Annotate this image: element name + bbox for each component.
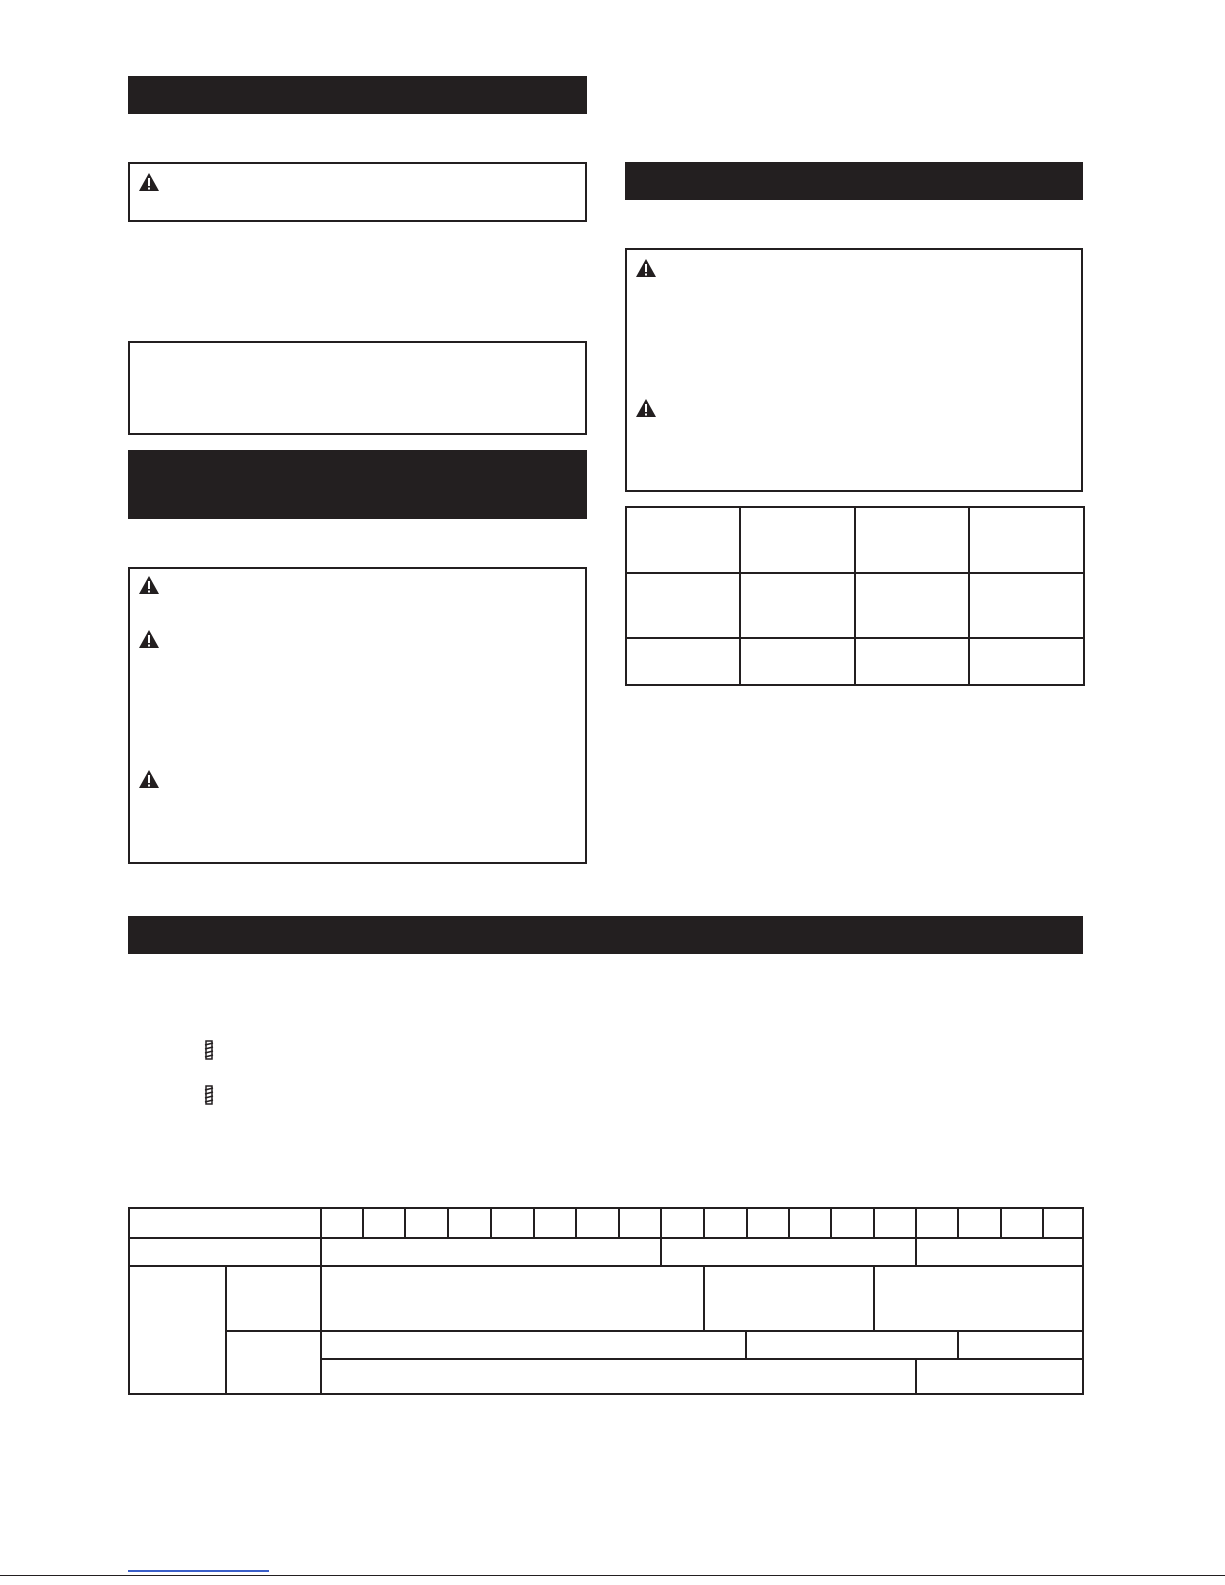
spec-table-rule [660,1209,662,1265]
spec-table-rule [320,1209,322,1393]
table-row [626,638,1084,685]
table-cell [740,573,855,638]
table-cell [855,638,969,685]
spec-table-rule [533,1209,535,1237]
spec-table-rule [873,1265,875,1330]
table-cell [969,638,1084,685]
spec-table-rule [1000,1209,1002,1237]
spec-table-rule [703,1209,705,1237]
footer-rule [0,1575,1225,1576]
notice-box [128,341,587,435]
spec-table-rule [745,1330,747,1358]
screw-icon [203,1084,215,1106]
spec-table-rule [703,1265,705,1330]
spec-table-rule [320,1358,1082,1360]
warning-triangle-icon [635,258,657,278]
spec-table [128,1207,1084,1395]
table-row [626,573,1084,638]
table-cell [626,573,740,638]
warning-box-3 [625,248,1083,492]
table-cell [740,507,855,573]
spec-table-rule [957,1330,959,1358]
spec-table-rule [915,1358,917,1393]
small-table [625,506,1085,686]
spec-table-rule [490,1209,492,1237]
spec-table-rule [788,1209,790,1237]
warning-box-2 [128,567,587,864]
table-cell [740,638,855,685]
table-cell [969,573,1084,638]
table-cell [855,507,969,573]
spec-table-rule [404,1209,406,1237]
section-header-bar-1 [128,76,587,114]
warning-triangle-icon [635,398,657,418]
spec-table-rule [618,1209,620,1237]
warning-triangle-icon [138,769,160,789]
table-cell [626,638,740,685]
section-header-bar-2 [128,450,587,519]
spec-table-rule [746,1209,748,1237]
spec-table-rule [915,1209,917,1265]
warning-triangle-icon [138,629,160,649]
table-row [626,507,1084,573]
section-header-bar-4 [128,916,1083,954]
spec-table-rule [575,1209,577,1237]
spec-table-rule [130,1265,1082,1267]
table-cell [855,573,969,638]
spec-table-rule [226,1330,1082,1332]
spec-table-rule [957,1209,959,1237]
warning-triangle-icon [138,575,160,595]
spec-table-rule [225,1265,227,1393]
section-header-bar-3 [625,162,1083,200]
table-cell [626,507,740,573]
table-cell [969,507,1084,573]
footer-link-underline[interactable] [128,1570,269,1572]
spec-table-rule [130,1237,1082,1239]
spec-table-rule [362,1209,364,1237]
spec-table-rule [1042,1209,1044,1237]
spec-table-rule [830,1209,832,1237]
spec-table-rule [447,1209,449,1237]
warning-triangle-icon [138,172,160,192]
spec-table-rule [873,1209,875,1237]
warning-box-1 [128,162,587,222]
screw-icon [203,1039,215,1061]
